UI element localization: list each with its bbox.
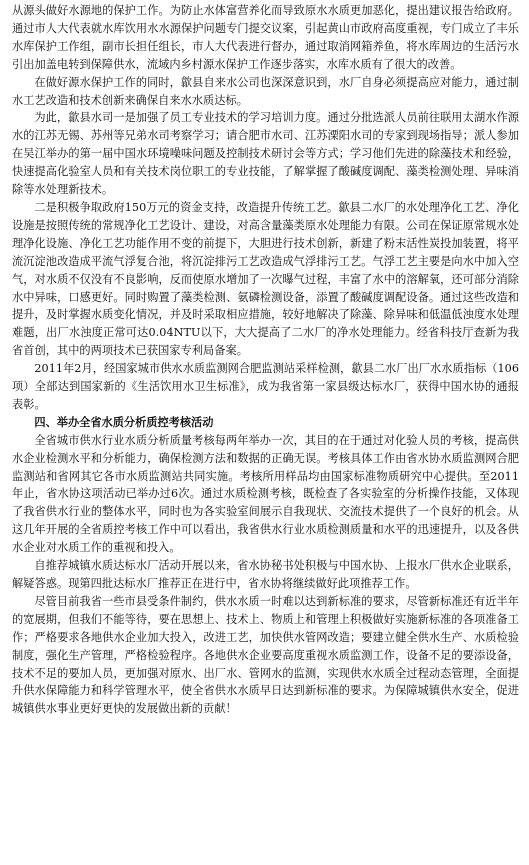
section-heading: 四、举办全省水质分析质控考核活动	[34, 415, 214, 429]
body-paragraph: 自推荐城镇水质达标水厂活动开展以来，省水协秘书处积极与中国水协、上报水厂供水企业联系，解疑答惑。现第四批达标水厂推荐正在进行中，省水协将继续做好此项推荐工作。	[12, 559, 519, 590]
body-paragraph: 为此，歙县水司一是加强了员工专业技术的学习培训力度。通过分批选派人员前往联用太湖水作源水的江苏无锡、苏州等兄弟水司考察学习；请合肥市水司、江苏溧阳水司的专家到现场指导；派人参加在吴江举办的第一届中国水环境噪味问题及控制技术研讨会等方式；学习他们先进的除藻技术和经验，快速提高化验室人员和有关技术岗位职工的专业技能，了解掌握了酸碱度调配、藻类检测处理、异味消除等水处理新技术。	[12, 111, 519, 197]
body-paragraph: 全省城市供水行业水质分析质量考核每两年举办一次，其目的在于通过对化验人员的考核，提高供水企业检测水平和分析能力，确保检测方法和数据的正确无误。考核具体工作由省水协水质监测网合肥监测站和省网其它各市水质监测站共同实施。考核所用样品均由国家标准物质研究中心提供。至2011年止，省水协这项活动已举办过6次。通过水质检测考核，既检查了各实验室的分析操作技能，又体现了我省供水行业的整体水平，同时也为各实验室间展示自我现状、交流技术提供了一个良好的机会。从这几年开展的全省质控考核工作中可以看出，我省供水行业水质检测质量和水平的迅速提升，以及各供水企业对水质工作的重视和投入。	[12, 433, 519, 555]
body-paragraph: 从源头做好水源地的保护工作。为防止水体富营养化而导致原水水质更加恶化，提出建议报告给政府。通过市人大代表就水库饮用水水源保护问题专门提交议案，引起黄山市政府高度重视，专门成立了丰乐水库保护工作组，副市长担任组长，市人大代表进行督办，通过取消网箱养鱼，将水库周边的生活污水引出加盖电转到保障供水，流域内乡村源水保护工作逐步落实，水库水质有了很大的改善。	[12, 4, 519, 71]
body-paragraph: 尽管目前我省一些市县受条件制约，供水水质一时难以达到新标准的要求，尽管新标准还有近半年的宽展期，但我们不能等待，要在思想上、技术上、物质上和管理上积极做好实施新标准的各项准备工作；严格要求各地供水企业加大投入，改进工艺，加快供水管网改造；要建立健全供水生产、水质检验制度，强化生产管理，严格检验程序。各地供水企业要高度重视水质监测工作，设备不足的要添设备，技术不足的要加人员，更加强对原水、出厂水、管网水的监测，实现供水水质全过程动态管理，全面提升供水保障能力和科学管理水平，使全省供水水质早日达到新标准的要求。为保障城镇供水安全，促进城镇供水事业更好更快的发展做出新的贡献！	[12, 594, 519, 716]
body-paragraph: 二是积极争取政府150万元的资金支持，改造提升传统工艺。歙县二水厂的水处理净化工艺、净化设施是按照传统的常规净化工艺设计、建设，对高含量藻类原水处理能力有限。公司在保证原常规水处理净化设施、净化工艺功能作用不变的前提下，大胆进行技术创新，新建了粉末活性炭投加装置，将平流沉淀池改造成平流气浮复合池，将沉淀排污工艺改造成气浮排污工艺。气浮工艺主要是向水中加入空气，对水质不仅没有不良影响，反而使原水增加了一次曝气过程，丰富了水中的溶解氧，还可部分消除水中异味，口感更好。同时购置了藻类检测、氨磷检测设备，添置了酸碱度调配设备。通过这些改造和提升，及时掌握水质变化情况，并及时采取相应措施，较好地解决了除藻、除异味和低温低浊度水处理难题，出厂水浊度正常可达0.04NTU以下，大大提高了二水厂的净水处理能力。经省科技厅查新为我省首创，其中的两项技术已获国家专利局备案。	[12, 200, 519, 358]
body-paragraph: 2011年2月，经国家城市供水水质监测网合肥监测站采样检测，歙县二水厂出厂水水质指标（106项）全部达到国家新的《生活饮用水卫生标准》，成为我省第一家县级达标水厂，获得中国水协的通报表彰。	[12, 362, 519, 411]
body-paragraph: 在做好源水保护工作的同时，歙县自来水公司也深深意识到，水厂自身必须提高应对能力，通过制水工艺改造和技术创新来确保自来水水质达标。	[12, 75, 519, 107]
